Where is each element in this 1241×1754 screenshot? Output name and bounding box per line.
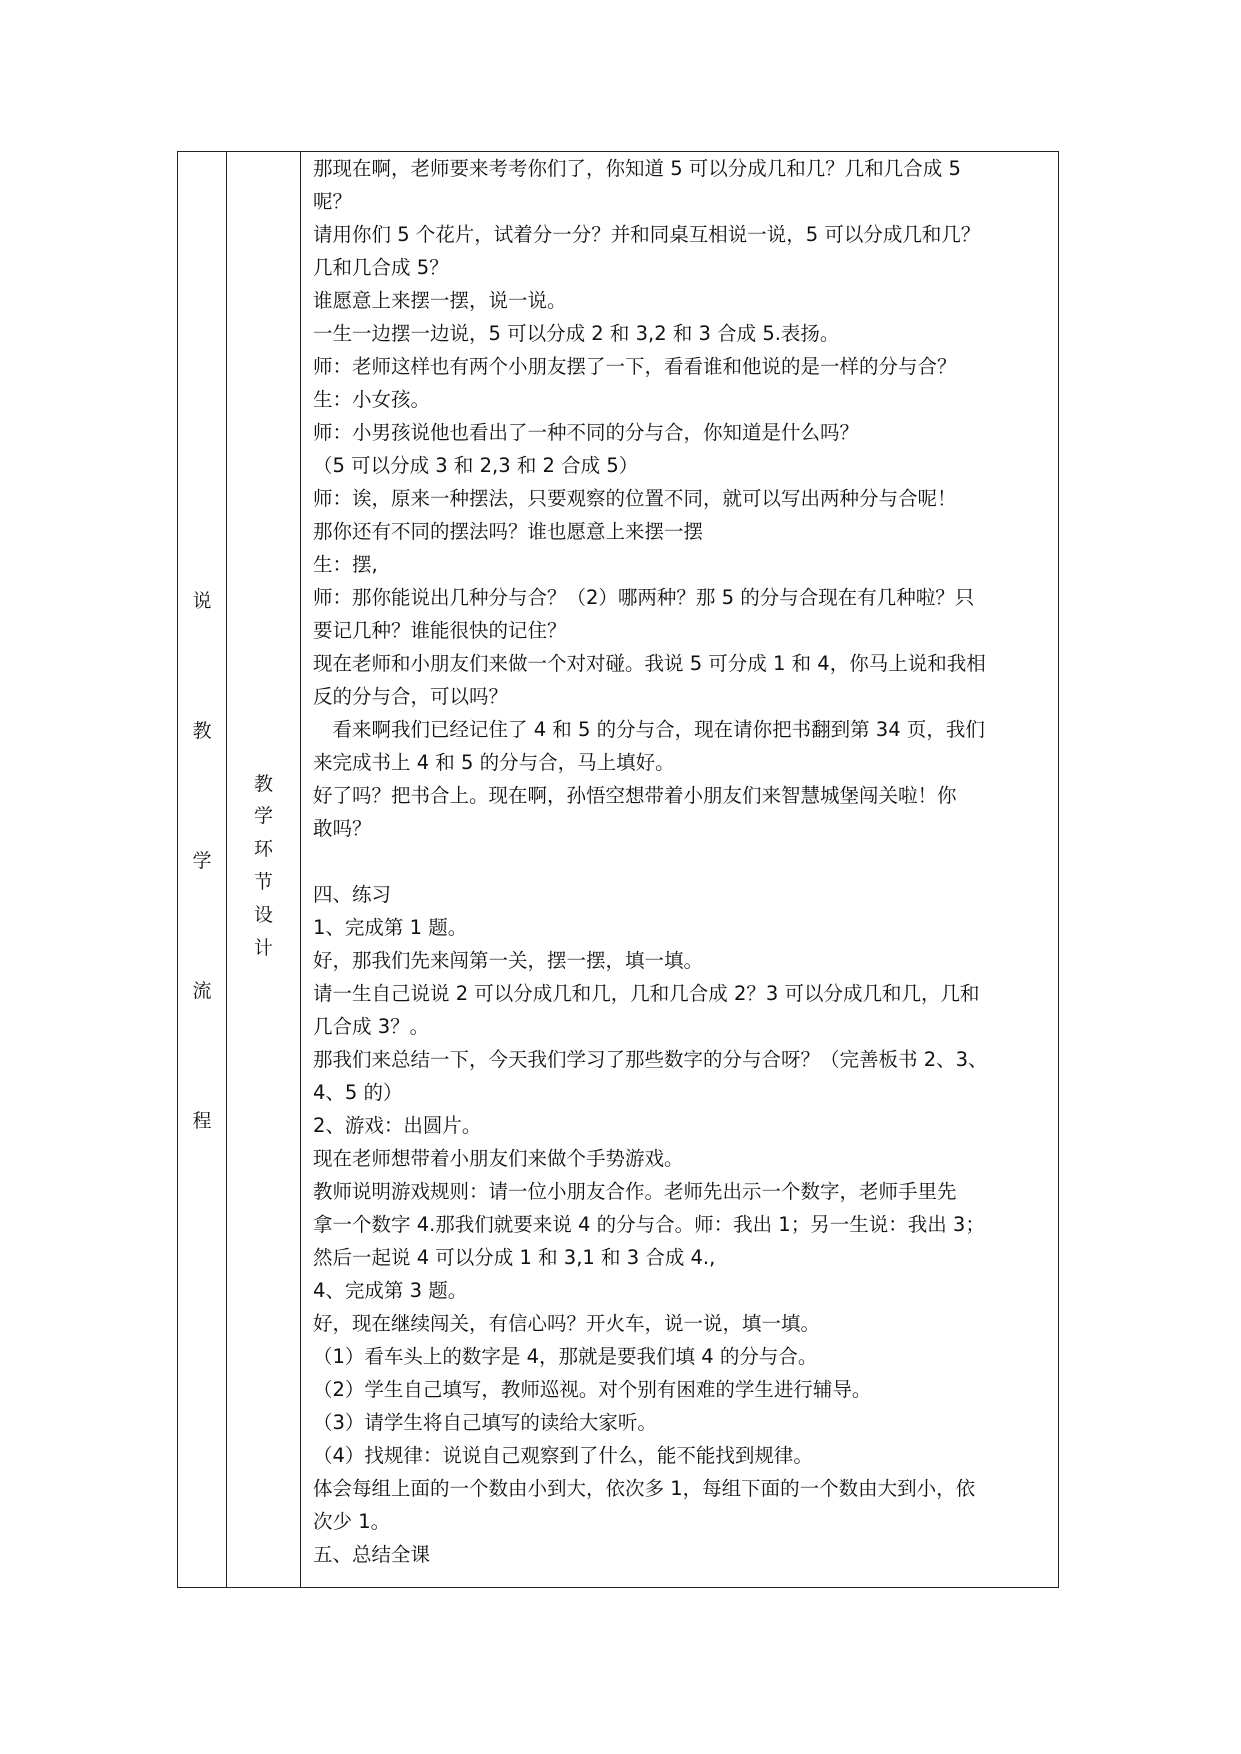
content-line: 请一生自己说说 2 可以分成几和几，几和几合成 2？3 可以分成几和几，几和 bbox=[313, 982, 980, 1005]
content-line: 好，现在继续闯关，有信心吗？开火车，说一说，填一填。 bbox=[313, 1312, 821, 1335]
content-line: 教师说明游戏规则：请一位小朋友合作。老师先出示一个数字，老师手里先 bbox=[313, 1180, 957, 1203]
content-line: 好，那我们先来闯第一关，摆一摆，填一填。 bbox=[313, 949, 704, 972]
content-line: 2、游戏：出圆片。 bbox=[313, 1114, 482, 1137]
section-label-char: 说 bbox=[192, 590, 212, 612]
content-line: 那现在啊，老师要来考考你们了，你知道 5 可以分成几和几？几和几合成 5 bbox=[313, 157, 961, 180]
content-line: 好了吗？把书合上。现在啊，孙悟空想带着小朋友们来智慧城堡闯关啦！你 bbox=[313, 784, 957, 807]
content-line: 然后一起说 4 可以分成 1 和 3,1 和 3 合成 4., bbox=[313, 1246, 716, 1269]
content-line: 一生一边摆一边说，5 可以分成 2 和 3,2 和 3 合成 5.表扬。 bbox=[313, 322, 840, 345]
content-line: 4、完成第 3 题。 bbox=[313, 1279, 468, 1302]
content-line: 来完成书上 4 和 5 的分与合，马上填好。 bbox=[313, 751, 675, 774]
content-line: 几和几合成 5？ bbox=[313, 256, 449, 279]
section-label-column bbox=[178, 152, 226, 1587]
content-line: 谁愿意上来摆一摆，说一说。 bbox=[313, 289, 567, 312]
lesson-table bbox=[177, 151, 1059, 1588]
content-line: 1、完成第 1 题。 bbox=[313, 916, 468, 939]
content-line: 现在老师和小朋友们来做一个对对碰。我说 5 可分成 1 和 4，你马上说和我相 bbox=[313, 652, 986, 675]
content-line: 反的分与合，可以吗？ bbox=[313, 685, 509, 708]
section-label-char: 程 bbox=[192, 1110, 212, 1132]
content-line: （2）学生自己填写，教师巡视。对个别有困难的学生进行辅导。 bbox=[313, 1378, 872, 1401]
section-label-char: 流 bbox=[192, 980, 212, 1002]
content-line: 要记几种？谁能很快的记住？ bbox=[313, 619, 567, 642]
content-line: 几合成 3？。 bbox=[313, 1015, 430, 1038]
subsection-label-char: 设 bbox=[253, 904, 273, 926]
subsection-label-column bbox=[226, 152, 301, 1587]
content-line: （5 可以分成 3 和 2,3 和 2 合成 5） bbox=[313, 454, 639, 477]
content-line: 师：老师这样也有两个小朋友摆了一下，看看谁和他说的是一样的分与合？ bbox=[313, 355, 957, 378]
content-line: （4）找规律：说说自己观察到了什么，能不能找到规律。 bbox=[313, 1444, 813, 1467]
content-line: 那你还有不同的摆法吗？谁也愿意上来摆一摆 bbox=[313, 520, 704, 543]
content-line bbox=[313, 845, 1055, 878]
content-line: 看来啊我们已经记住了 4 和 5 的分与合，现在请你把书翻到第 34 页，我们 bbox=[313, 718, 985, 741]
lesson-content bbox=[313, 152, 1055, 1571]
content-line: 敢吗？ bbox=[313, 817, 372, 840]
subsection-label-char: 节 bbox=[253, 871, 273, 893]
content-line: 请用你们 5 个花片，试着分一分？并和同桌互相说一说，5 可以分成几和几？ bbox=[313, 223, 981, 246]
subsection-label-char: 教 bbox=[253, 773, 273, 795]
section-label-char: 教 bbox=[192, 720, 212, 742]
content-line: 生：摆, bbox=[313, 553, 378, 576]
content-line: 次少 1。 bbox=[313, 1510, 391, 1533]
content-line: 4、5 的） bbox=[313, 1081, 403, 1104]
content-line: 体会每组上面的一个数由小到大，依次多 1，每组下面的一个数由大到小，依 bbox=[313, 1477, 976, 1500]
content-line: （3）请学生将自己填写的读给大家听。 bbox=[313, 1411, 657, 1434]
content-line: 师：小男孩说他也看出了一种不同的分与合，你知道是什么吗？ bbox=[313, 421, 860, 444]
content-line: 现在老师想带着小朋友们来做个手势游戏。 bbox=[313, 1147, 684, 1170]
content-line: 那我们来总结一下，今天我们学习了那些数字的分与合呀？（完善板书 2、3、 bbox=[313, 1048, 988, 1071]
content-line: 师：那你能说出几种分与合？（2）哪两种？那 5 的分与合现在有几种啦？只 bbox=[313, 586, 975, 609]
content-line: 四、练习 bbox=[313, 883, 392, 906]
content-line: 生：小女孩。 bbox=[313, 388, 431, 411]
content-line: 拿一个数字 4.那我们就要来说 4 的分与合。师：我出 1；另一生说：我出 3； bbox=[313, 1213, 985, 1236]
subsection-label-char: 学 bbox=[253, 805, 273, 827]
content-line: （1）看车头上的数字是 4，那就是要我们填 4 的分与合。 bbox=[313, 1345, 818, 1368]
subsection-label-char: 计 bbox=[253, 937, 273, 959]
content-line: 师：诶，原来一种摆法，只要观察的位置不同，就可以写出两种分与合呢！ bbox=[313, 487, 957, 510]
subsection-label-char: 环 bbox=[253, 838, 273, 860]
content-line: 呢？ bbox=[313, 190, 353, 213]
section-label-char: 学 bbox=[192, 850, 212, 872]
content-line: 五、总结全课 bbox=[313, 1543, 431, 1566]
